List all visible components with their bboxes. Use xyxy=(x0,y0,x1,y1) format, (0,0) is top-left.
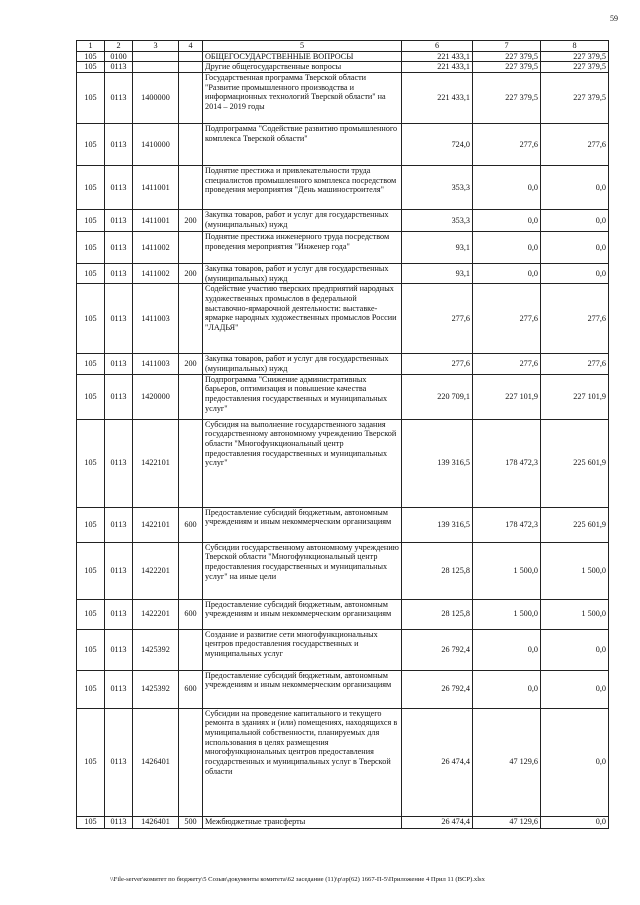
cell-description: Закупка товаров, работ и услуг для государственных (муниципальных) нужд xyxy=(203,264,402,284)
cell-col1: 105 xyxy=(77,284,105,354)
cell-col1: 105 xyxy=(77,419,105,507)
cell-value-col7: 277,6 xyxy=(473,124,541,166)
cell-col4 xyxy=(179,374,203,419)
cell-col2: 0113 xyxy=(105,73,133,124)
header-cell: 3 xyxy=(133,41,179,52)
header-cell: 8 xyxy=(541,41,609,52)
cell-col3: 1425392 xyxy=(133,670,179,708)
cell-col4 xyxy=(179,124,203,166)
table-row xyxy=(77,816,609,828)
cell-value-col8: 0,0 xyxy=(541,232,609,264)
cell-value-col6: 353,3 xyxy=(402,210,473,232)
cell-description: Межбюджетные трансферты xyxy=(203,816,402,828)
cell-description: Предоставление субсидий бюджетным, автономным учреждениям и иным некоммерческим организациям xyxy=(203,599,402,629)
cell-value-col7: 227 101,9 xyxy=(473,374,541,419)
cell-value-col7: 227 379,5 xyxy=(473,62,541,73)
cell-value-col6: 724,0 xyxy=(402,124,473,166)
cell-value-col7: 0,0 xyxy=(473,629,541,670)
cell-col1: 105 xyxy=(77,62,105,73)
cell-col4 xyxy=(179,51,203,62)
table-row xyxy=(77,73,609,124)
cell-col1: 105 xyxy=(77,816,105,828)
cell-col3: 1411001 xyxy=(133,166,179,210)
cell-col1: 105 xyxy=(77,599,105,629)
cell-col4 xyxy=(179,629,203,670)
cell-value-col6: 139 316,5 xyxy=(402,507,473,542)
cell-description: Поднятие престижа и привлекательности труда специалистов промышленного комплекса посредством проведения мероприятия "День машиностроителя" xyxy=(203,166,402,210)
cell-value-col6: 353,3 xyxy=(402,166,473,210)
cell-col4: 200 xyxy=(179,354,203,374)
cell-col2: 0113 xyxy=(105,816,133,828)
cell-col4 xyxy=(179,73,203,124)
cell-col1: 105 xyxy=(77,507,105,542)
cell-description: Субсидии на проведение капитального и текущего ремонта в зданиях и (или) помещениях, находящихся в муниципальной собственности, планируемых для использования в целях размещения многофункциональных центров предоставления государственных и муниципальных услуг в Тверской области xyxy=(203,708,402,816)
cell-value-col8: 227 101,9 xyxy=(541,374,609,419)
cell-value-col6: 277,6 xyxy=(402,284,473,354)
cell-col2: 0113 xyxy=(105,62,133,73)
table-row xyxy=(77,542,609,599)
cell-value-col6: 220 709,1 xyxy=(402,374,473,419)
cell-col3: 1411002 xyxy=(133,264,179,284)
table-row xyxy=(77,599,609,629)
cell-value-col6: 221 433,1 xyxy=(402,62,473,73)
table-row xyxy=(77,354,609,374)
cell-col1: 105 xyxy=(77,542,105,599)
cell-col3: 1422101 xyxy=(133,507,179,542)
cell-col3: 1411001 xyxy=(133,210,179,232)
cell-col1: 105 xyxy=(77,708,105,816)
cell-col4 xyxy=(179,62,203,73)
cell-col3 xyxy=(133,51,179,62)
cell-value-col6: 28 125,8 xyxy=(402,599,473,629)
cell-col1: 105 xyxy=(77,354,105,374)
cell-col3: 1422201 xyxy=(133,599,179,629)
cell-col4 xyxy=(179,232,203,264)
table-row xyxy=(77,419,609,507)
cell-value-col7: 0,0 xyxy=(473,264,541,284)
cell-col2: 0113 xyxy=(105,124,133,166)
cell-col4 xyxy=(179,419,203,507)
cell-col1: 105 xyxy=(77,264,105,284)
cell-value-col8: 227 379,5 xyxy=(541,51,609,62)
cell-col1: 105 xyxy=(77,670,105,708)
table-row xyxy=(77,124,609,166)
cell-value-col7: 0,0 xyxy=(473,210,541,232)
header-cell: 1 xyxy=(77,41,105,52)
cell-col4: 500 xyxy=(179,816,203,828)
cell-col1: 105 xyxy=(77,124,105,166)
header-cell: 7 xyxy=(473,41,541,52)
cell-col2: 0113 xyxy=(105,542,133,599)
table-row xyxy=(77,374,609,419)
cell-value-col6: 26 474,4 xyxy=(402,816,473,828)
cell-col3: 1400000 xyxy=(133,73,179,124)
cell-value-col8: 0,0 xyxy=(541,708,609,816)
cell-value-col8: 225 601,9 xyxy=(541,419,609,507)
cell-col2: 0113 xyxy=(105,264,133,284)
cell-value-col8: 227 379,5 xyxy=(541,62,609,73)
cell-value-col6: 93,1 xyxy=(402,232,473,264)
cell-value-col8: 0,0 xyxy=(541,629,609,670)
footer-file-path: \\File-server\комитет по бюджету\5 Созыв\документы комитета\62 заседание (11)\р\зр(62) 1667-П-5\Приложение 4 Прил 11 (ВСР).xlsx xyxy=(110,876,485,883)
cell-col2: 0100 xyxy=(105,51,133,62)
cell-value-col8: 1 500,0 xyxy=(541,542,609,599)
cell-col2: 0113 xyxy=(105,166,133,210)
header-cell: 5 xyxy=(203,41,402,52)
cell-col2: 0113 xyxy=(105,507,133,542)
cell-col2: 0113 xyxy=(105,284,133,354)
cell-value-col7: 227 379,5 xyxy=(473,51,541,62)
cell-col3: 1426401 xyxy=(133,708,179,816)
cell-col2: 0113 xyxy=(105,629,133,670)
cell-col3: 1420000 xyxy=(133,374,179,419)
cell-value-col6: 221 433,1 xyxy=(402,51,473,62)
cell-value-col7: 47 129,6 xyxy=(473,816,541,828)
cell-col1: 105 xyxy=(77,629,105,670)
cell-col4 xyxy=(179,542,203,599)
cell-col2: 0113 xyxy=(105,419,133,507)
cell-description: Создание и развитие сети многофункциональных центров предоставления государственных и муниципальных услуг xyxy=(203,629,402,670)
cell-value-col8: 227 379,5 xyxy=(541,73,609,124)
cell-value-col6: 277,6 xyxy=(402,354,473,374)
cell-value-col7: 0,0 xyxy=(473,670,541,708)
cell-value-col6: 26 792,4 xyxy=(402,670,473,708)
cell-value-col7: 277,6 xyxy=(473,354,541,374)
cell-col2: 0113 xyxy=(105,670,133,708)
cell-value-col6: 26 792,4 xyxy=(402,629,473,670)
cell-col4: 200 xyxy=(179,210,203,232)
cell-col3: 1411003 xyxy=(133,284,179,354)
cell-col3 xyxy=(133,62,179,73)
cell-col3: 1425392 xyxy=(133,629,179,670)
cell-value-col7: 178 472,3 xyxy=(473,419,541,507)
cell-col3: 1410000 xyxy=(133,124,179,166)
table-row xyxy=(77,264,609,284)
cell-description: Предоставление субсидий бюджетным, автономным учреждениям и иным некоммерческим организациям xyxy=(203,670,402,708)
cell-value-col7: 227 379,5 xyxy=(473,73,541,124)
cell-value-col7: 178 472,3 xyxy=(473,507,541,542)
cell-col3: 1426401 xyxy=(133,816,179,828)
cell-value-col8: 0,0 xyxy=(541,816,609,828)
cell-col4 xyxy=(179,284,203,354)
cell-col3: 1422201 xyxy=(133,542,179,599)
table-row xyxy=(77,708,609,816)
cell-description: Содействие участию тверских предприятий народных художественных промыслов в федеральной выставочно-ярмарочной деятельности: выставке-ярмарке народных художественных промыслов России "ЛАДЬЯ" xyxy=(203,284,402,354)
cell-value-col8: 277,6 xyxy=(541,124,609,166)
cell-col1: 105 xyxy=(77,210,105,232)
cell-col2: 0113 xyxy=(105,210,133,232)
cell-col4 xyxy=(179,708,203,816)
cell-col4 xyxy=(179,166,203,210)
cell-col3: 1411003 xyxy=(133,354,179,374)
table-row xyxy=(77,232,609,264)
table-row xyxy=(77,629,609,670)
cell-value-col7: 0,0 xyxy=(473,166,541,210)
cell-value-col7: 1 500,0 xyxy=(473,599,541,629)
header-cell: 4 xyxy=(179,41,203,52)
cell-description: Подпрограмма "Содействие развитию промышленного комплекса Тверской области" xyxy=(203,124,402,166)
cell-value-col7: 1 500,0 xyxy=(473,542,541,599)
cell-col1: 105 xyxy=(77,166,105,210)
cell-col4: 600 xyxy=(179,507,203,542)
cell-col2: 0113 xyxy=(105,374,133,419)
cell-value-col7: 47 129,6 xyxy=(473,708,541,816)
cell-col2: 0113 xyxy=(105,708,133,816)
cell-description: Государственная программа Тверской области "Развитие промышленного производства и информационных технологий Тверской области" на 2014 – 2019 годы xyxy=(203,73,402,124)
cell-value-col6: 221 433,1 xyxy=(402,73,473,124)
cell-description: Закупка товаров, работ и услуг для государственных (муниципальных) нужд xyxy=(203,354,402,374)
header-cell: 2 xyxy=(105,41,133,52)
cell-col4: 600 xyxy=(179,670,203,708)
cell-col1: 105 xyxy=(77,232,105,264)
cell-value-col7: 277,6 xyxy=(473,284,541,354)
cell-description: Подпрограмма "Снижение административных барьеров, оптимизация и повышение качества предоставления государственных и муниципальных услуг" xyxy=(203,374,402,419)
cell-col1: 105 xyxy=(77,374,105,419)
cell-value-col6: 26 474,4 xyxy=(402,708,473,816)
cell-value-col8: 1 500,0 xyxy=(541,599,609,629)
page-number: 59 xyxy=(610,14,618,23)
table-row xyxy=(77,166,609,210)
cell-col4: 200 xyxy=(179,264,203,284)
table-row xyxy=(77,62,609,73)
cell-value-col8: 0,0 xyxy=(541,166,609,210)
cell-value-col8: 225 601,9 xyxy=(541,507,609,542)
table-row xyxy=(77,51,609,62)
cell-col1: 105 xyxy=(77,73,105,124)
cell-col2: 0113 xyxy=(105,599,133,629)
table-row xyxy=(77,284,609,354)
table-row xyxy=(77,210,609,232)
cell-description: ОБЩЕГОСУДАРСТВЕННЫЕ ВОПРОСЫ xyxy=(203,51,402,62)
cell-value-col7: 0,0 xyxy=(473,232,541,264)
cell-value-col8: 0,0 xyxy=(541,210,609,232)
cell-col1: 105 xyxy=(77,51,105,62)
cell-value-col6: 93,1 xyxy=(402,264,473,284)
cell-description: Субсидия на выполнение государственного задания государственному автономному учреждению Тверской области "Многофункциональный центр предоставления государственных и муниципальных услуг" xyxy=(203,419,402,507)
cell-description: Предоставление субсидий бюджетным, автономным учреждениям и иным некоммерческим организациям xyxy=(203,507,402,542)
cell-col4: 600 xyxy=(179,599,203,629)
cell-col3: 1411002 xyxy=(133,232,179,264)
header-row xyxy=(77,41,609,52)
cell-col2: 0113 xyxy=(105,232,133,264)
cell-value-col8: 0,0 xyxy=(541,670,609,708)
budget-table xyxy=(76,40,609,829)
cell-value-col8: 277,6 xyxy=(541,354,609,374)
cell-value-col8: 277,6 xyxy=(541,284,609,354)
cell-description: Поднятие престижа инженерного труда посредством проведения мероприятия "Инженер года" xyxy=(203,232,402,264)
cell-value-col8: 0,0 xyxy=(541,264,609,284)
table-row xyxy=(77,507,609,542)
cell-description: Субсидии государственному автономному учреждению Тверской области "Многофункциональный центр предоставления государственных и муниципальных услуг" на иные цели xyxy=(203,542,402,599)
cell-col2: 0113 xyxy=(105,354,133,374)
cell-value-col6: 28 125,8 xyxy=(402,542,473,599)
cell-description: Закупка товаров, работ и услуг для государственных (муниципальных) нужд xyxy=(203,210,402,232)
cell-description: Другие общегосударственные вопросы xyxy=(203,62,402,73)
cell-value-col6: 139 316,5 xyxy=(402,419,473,507)
header-cell: 6 xyxy=(402,41,473,52)
table-row xyxy=(77,670,609,708)
cell-col3: 1422101 xyxy=(133,419,179,507)
